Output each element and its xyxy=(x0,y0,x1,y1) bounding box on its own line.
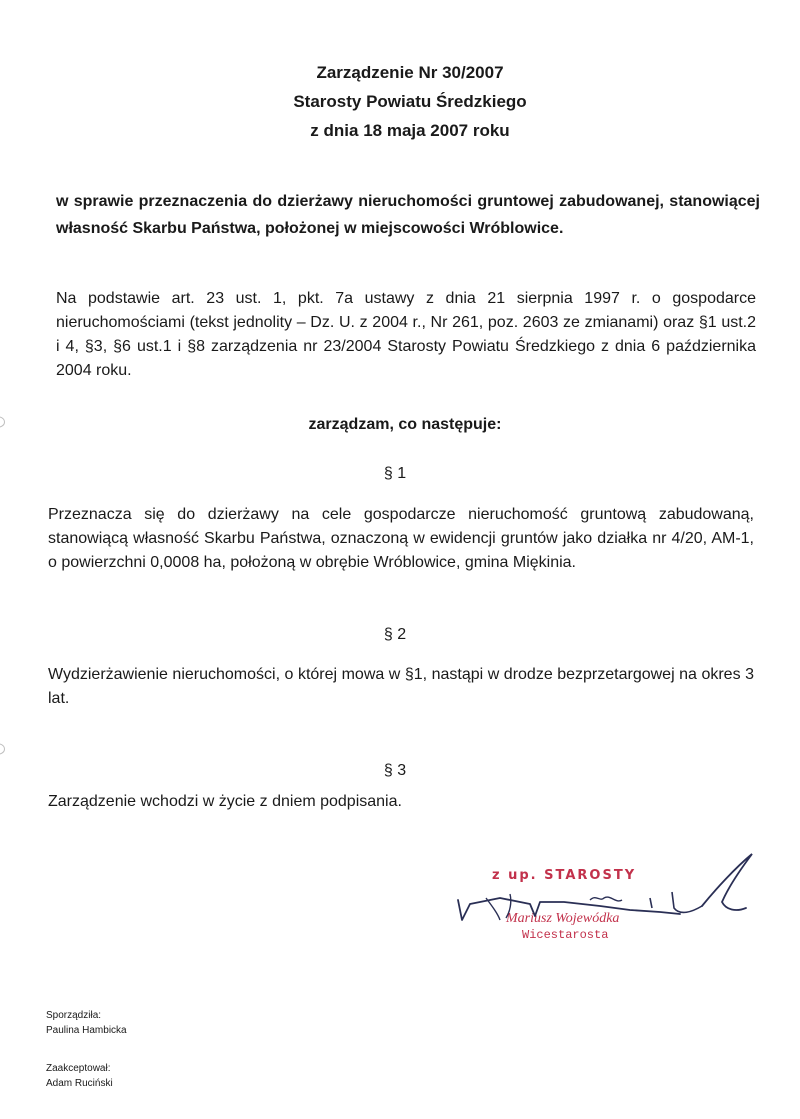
paragraph-1-number: § 1 xyxy=(383,465,407,482)
decree-heading: zarządzam, co następuje: xyxy=(308,416,502,433)
prepared-by-label: Sporządziła: xyxy=(46,1010,102,1021)
handwritten-signature xyxy=(440,850,770,950)
scan-hole-mark xyxy=(0,742,10,756)
paragraph-2-text: Wydzierżawienie nieruchomości, o której mowa w §1, nastąpi w drodze bezprzetargowej na okres 3 lat. xyxy=(48,666,754,707)
paragraph-3-text: Zarządzenie wchodzi w życie z dniem podpisania. xyxy=(48,793,402,810)
accepted-by-section xyxy=(46,1061,113,1091)
prepared-by-name: Paulina Hambicka xyxy=(46,1025,127,1036)
accepted-by-name: Adam Ruciński xyxy=(46,1078,113,1089)
legal-basis: Na podstawie art. 23 ust. 1, pkt. 7a ustawy z dnia 21 sierpnia 1997 r. o gospodarce nieruchomościami (tekst jednolity – Dz. U. z 2004 r., Nr 261, poz. 2603 ze zmianami) oraz §1 ust.2 i 4, §3, §6 ust.1 i §8 zarządzenia nr 23/2004 Starosty Powiatu Średzkiego z dnia 6 października 2004 roku. xyxy=(56,290,756,379)
scan-hole-mark xyxy=(0,415,10,429)
paragraph-1-text: Przeznacza się do dzierżawy na cele gospodarcze nieruchomość gruntową zabudowaną, stanowiącą własność Skarbu Państwa, oznaczoną w ewidencji gruntów jako działka nr 4/20, AM-1, o powierzchni 0,0008 ha, położoną w obrębie Wróblowice, gmina Miękinia. xyxy=(48,506,754,571)
title-line-issuer: Starosty Powiatu Średzkiego xyxy=(293,92,527,111)
document-title xyxy=(0,58,800,145)
prepared-by-section xyxy=(46,1008,127,1038)
accepted-by-label: Zaakceptował: xyxy=(46,1063,111,1074)
stamp-header: z up. STAROSTY xyxy=(492,868,637,883)
decree-subject: w sprawie przeznaczenia do dzierżawy nieruchomości gruntowej zabudowanej, stanowiącej własność Skarbu Państwa, położonej w miejscowości Wróblowice. xyxy=(56,193,760,237)
title-line-date: z dnia 18 maja 2007 roku xyxy=(310,121,510,140)
official-stamp xyxy=(440,850,770,950)
title-line-decree-number: Zarządzenie Nr 30/2007 xyxy=(316,63,504,82)
stamp-name: Mariusz Wojewódka xyxy=(506,911,620,926)
paragraph-3-number: § 3 xyxy=(383,762,407,779)
stamp-role: Wicestarosta xyxy=(522,928,609,942)
paragraph-2-number: § 2 xyxy=(383,626,407,643)
